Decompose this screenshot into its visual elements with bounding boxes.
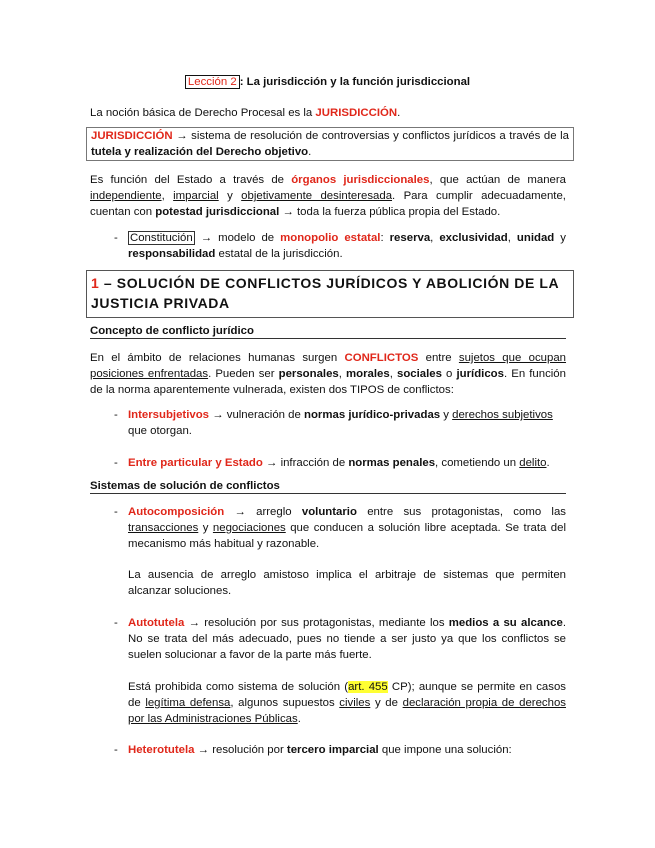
- auto-a: → arreglo: [224, 506, 302, 518]
- tipo-particular-estado: [128, 455, 566, 471]
- paragraph-conflictos: [90, 350, 566, 398]
- tipo1-derechos: derechos subjetivos: [452, 409, 553, 421]
- p2-c: ,: [161, 190, 174, 202]
- hetero-term: Heterotutela: [128, 744, 195, 756]
- p3-f: o: [441, 368, 457, 380]
- tipo-intersubjetivos: [128, 407, 566, 439]
- bullet-dash: -: [114, 232, 118, 244]
- const-responsabilidad: responsabilidad: [128, 248, 216, 260]
- intro-end: .: [397, 107, 401, 119]
- definition-end: .: [308, 146, 312, 158]
- auto-transacciones: transacciones: [128, 522, 199, 534]
- auto-term: Autocomposición: [128, 506, 225, 518]
- autotutela-declaracion: declaración propia de derechos por las Administraciones Públicas: [128, 697, 566, 725]
- autotutela-p2d: y de: [370, 697, 403, 709]
- tipo2-c: .: [546, 457, 550, 469]
- const-unidad: unidad: [516, 232, 555, 244]
- intro-text: La noción básica de Derecho Procesal es la: [90, 107, 316, 119]
- bullet-dash: -: [114, 617, 118, 629]
- autotutela-term: Autotutela: [128, 617, 185, 629]
- p2-potestad: potestad jurisdiccional: [155, 206, 280, 218]
- p3-morales: morales: [346, 368, 390, 380]
- autotutela-legitima: legítima defensa: [145, 697, 231, 709]
- heading-sistemas: Sistemas de solución de conflictos: [90, 480, 566, 494]
- autotutela-civiles: civiles: [339, 697, 371, 709]
- bullet-dash: -: [114, 506, 118, 518]
- autotutela-p2b: CP); aunque se permite en casos de: [128, 681, 566, 709]
- p2-organos: órganos jurisdiccionales: [291, 174, 430, 186]
- tipo2-term: Entre particular y Estado: [128, 457, 263, 469]
- p2-indep: independiente: [90, 190, 162, 202]
- intro-paragraph: [90, 105, 566, 121]
- autotutela-medios: medios a su alcance: [448, 617, 563, 629]
- heading-concepto: Concepto de conflicto jurídico: [90, 325, 566, 339]
- const-a: → modelo de: [194, 232, 281, 244]
- bullet-dash: -: [114, 457, 118, 469]
- hetero-a: → resolución por: [194, 744, 287, 756]
- p3-g: . En función de la norma aparentemente vulnerada, existen dos TIPOS de conflictos:: [90, 368, 566, 396]
- p3-c: . Pueden ser: [208, 368, 279, 380]
- definition-arrow: →: [172, 130, 192, 142]
- autotutela-a: → resolución por sus protagonistas, mediante los: [184, 617, 449, 629]
- section-heading: [86, 270, 574, 318]
- p2-a: Es función del Estado a través de: [90, 174, 292, 186]
- autotutela-p2a: Está prohibida como sistema de solución (: [128, 681, 349, 693]
- lesson-title-text: : La jurisdicción y la función jurisdiccional: [239, 76, 471, 88]
- const-c: ,: [430, 232, 440, 244]
- p3-sujetos: sujetos que ocupan posiciones enfrentadas: [90, 352, 567, 380]
- bullet-dash: -: [114, 744, 118, 756]
- section-title: – SOLUCIÓN DE CONFLICTOS JURÍDICOS Y ABOLICIÓN DE LA JUSTICIA PRIVADA: [91, 275, 559, 311]
- auto-d: que conducen a solución libre aceptada. Se trata del mecanismo más habitual y razonable.: [128, 522, 566, 550]
- paragraph-funcion: [90, 172, 566, 220]
- definition-box: [86, 127, 574, 161]
- autocomposicion-p2: La ausencia de arreglo amistoso implica el arbitraje de sistemas que permiten alcanzar soluciones.: [128, 569, 566, 597]
- lesson-title: [0, 76, 655, 88]
- definition-bold: tutela y realización del Derecho objetivo: [91, 146, 309, 158]
- p2-objetiv: objetivamente desinteresada: [241, 190, 393, 202]
- auto-c: y: [198, 522, 213, 534]
- intro-term: JURISDICCIÓN: [315, 107, 398, 119]
- p3-sociales: sociales: [397, 368, 442, 380]
- const-reserva: reserva: [389, 232, 431, 244]
- definition-text: sistema de resolución de controversias y conflictos jurídicos a través de la: [191, 130, 569, 142]
- definition-term: JURISDICCIÓN: [91, 130, 173, 142]
- hetero-b: que impone una solución:: [378, 744, 512, 756]
- auto-b: entre sus protagonistas, como las: [356, 506, 566, 518]
- hetero-tercero: tercero imparcial: [286, 744, 379, 756]
- bullet-dash: -: [114, 409, 118, 421]
- constitucion-label: Constitución: [130, 232, 193, 244]
- lesson-label: Lección 2: [185, 75, 240, 89]
- p3-conflictos: CONFLICTOS: [344, 352, 419, 364]
- p3-e: ,: [389, 368, 397, 380]
- tipo2-delito: delito: [519, 457, 547, 469]
- const-f: estatal de la jurisdicción.: [215, 248, 343, 260]
- constitucion-item: [128, 230, 566, 262]
- const-b: :: [380, 232, 390, 244]
- tipo1-term: Intersubjetivos: [128, 409, 210, 421]
- autotutela-item: [128, 615, 566, 663]
- tipo1-c: que otorgan.: [128, 425, 192, 437]
- p2-e: . Para cumplir adecuadamente, cuentan con: [90, 190, 566, 218]
- tipo1-b: y: [440, 409, 453, 421]
- autocomposicion-item: [128, 504, 566, 552]
- p2-imparcial: imparcial: [173, 190, 219, 202]
- autotutela-art: art. 455: [348, 681, 388, 693]
- auto-voluntario: voluntario: [301, 506, 357, 518]
- tipo2-b: , cometiendo un: [435, 457, 520, 469]
- const-d: ,: [507, 232, 517, 244]
- p2-b: , que actúan de manera: [429, 174, 566, 186]
- p3-juridicos: jurídicos: [456, 368, 504, 380]
- section-number: 1: [91, 275, 100, 291]
- p3-a: En el ámbito de relaciones humanas surgen: [90, 352, 345, 364]
- p2-d: y: [218, 190, 242, 202]
- const-exclusividad: exclusividad: [439, 232, 508, 244]
- tipo2-a: → infracción de: [262, 457, 349, 469]
- p3-personales: personales: [278, 368, 339, 380]
- const-e: y: [554, 232, 566, 244]
- const-monopolio: monopolio estatal: [280, 232, 381, 244]
- p3-b: entre: [418, 352, 459, 364]
- autotutela-p2e: .: [297, 713, 301, 725]
- autotutela-b: . No se trata del más adecuado, pues no tiende a ser justo ya que los conflictos se suelen solucionar a favor de la parte más fuerte.: [128, 617, 566, 661]
- tipo2-normas: normas penales: [348, 457, 436, 469]
- tipo1-normas: normas jurídico-privadas: [304, 409, 441, 421]
- p3-d: ,: [338, 368, 347, 380]
- auto-negociaciones: negociaciones: [212, 522, 286, 534]
- autotutela-p2c: , algunos supuestos: [230, 697, 340, 709]
- autotutela-p2: [128, 679, 566, 727]
- heterotutela-item: [128, 742, 566, 758]
- tipo1-a: → vulneración de: [209, 409, 305, 421]
- p2-f: → toda la fuerza pública propia del Estado.: [279, 206, 501, 218]
